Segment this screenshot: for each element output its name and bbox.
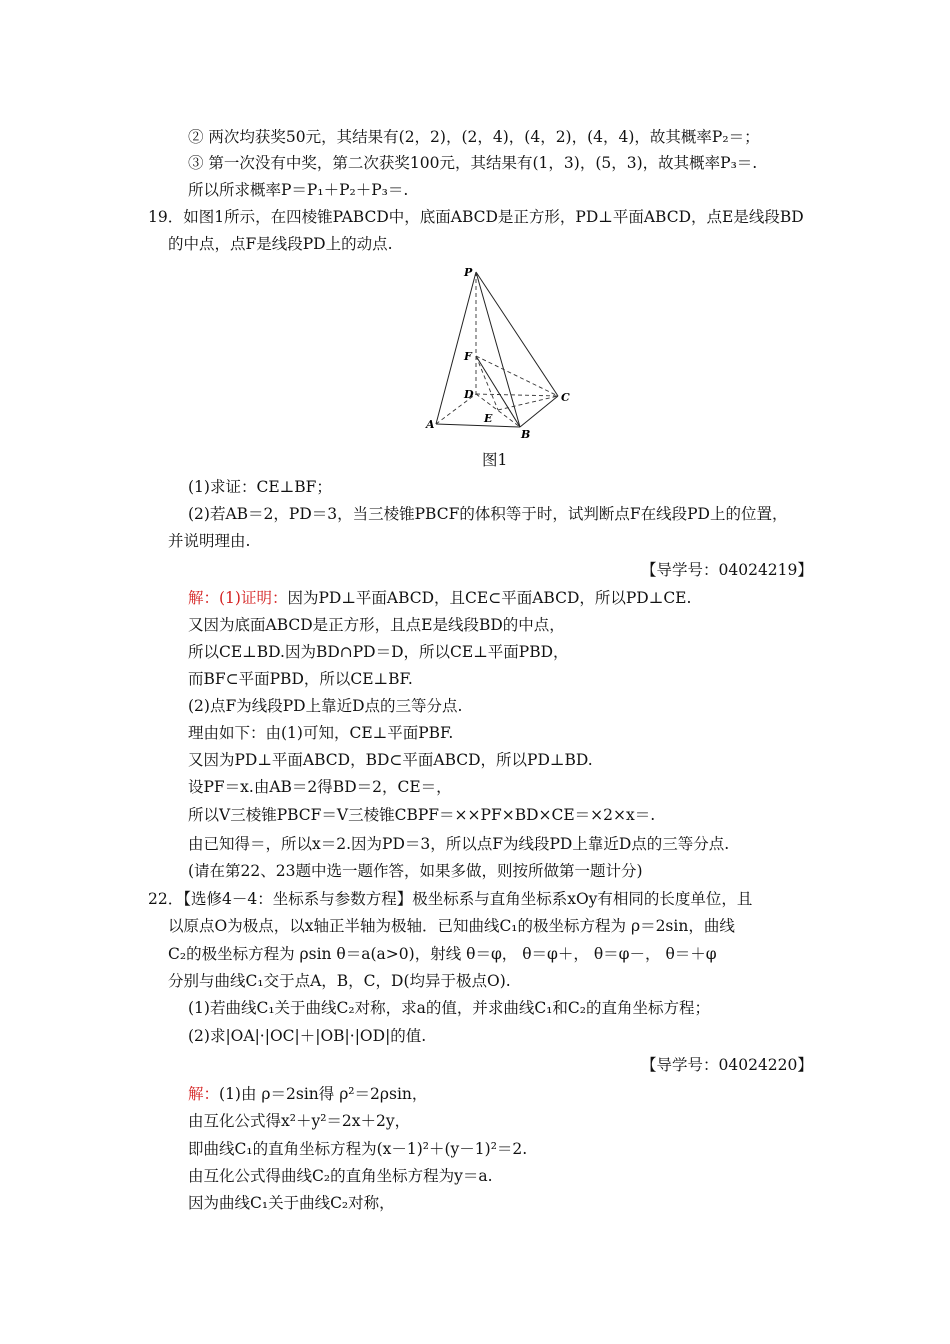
selection-note: (请在第22、23题中选一题作答，如果多做，则按所做第一题计分) — [188, 862, 643, 880]
solution-19-line3: 所以CE⊥BD.因为BD∩PD＝D，所以CE⊥平面PBD， — [188, 643, 569, 661]
label-A: A — [426, 418, 435, 431]
question-22-line1: 22．【选修4－4：坐标系与参数方程】极坐标系与直角坐标系xOy有相同的长度单位，且 — [148, 890, 753, 908]
question-22-part1: (1)若曲线C₁关于曲线C₂对称，求a的值，并求曲线C₁和C₂的直角坐标方程； — [188, 999, 710, 1017]
solution-19-line5: (2)点F为线段PD上靠近D点的三等分点. — [188, 697, 463, 715]
solution-label: 解：(1)证明： — [188, 589, 288, 607]
label-C: C — [561, 391, 570, 404]
question-22-line4: 分别与曲线C₁交于点A，B，C，D(均异于极点O). — [168, 972, 511, 990]
solution-22-line1 — [188, 1084, 427, 1104]
question-19-part1: (1)求证：CE⊥BF； — [188, 478, 332, 496]
solution-22-line4: 由互化公式得曲线C₂的直角坐标方程为y＝a. — [188, 1167, 493, 1185]
prob-line-3: ③ 第一次没有中奖，第二次获奖100元，其结果有(1，3)，(5，3)，故其概率P₃＝. — [188, 154, 758, 172]
solution-22-line5: 因为曲线C₁关于曲线C₂对称， — [188, 1194, 395, 1212]
question-19-part2-cont: 并说明理由. — [168, 532, 251, 550]
solution-19-line7: 又因为PD⊥平面ABCD，BD⊂平面ABCD，所以PD⊥BD. — [188, 751, 593, 769]
solution-text: 因为PD⊥平面ABCD，且CE⊂平面ABCD，所以PD⊥CE. — [287, 589, 692, 607]
pyramid-figure — [420, 262, 580, 442]
question-22-line3: C₂的极坐标方程为 ρsin θ＝a(a>0)，射线 θ＝φ， θ＝φ＋， θ＝φ－， θ＝＋φ — [168, 945, 717, 963]
question-19-line2: 的中点，点F是线段PD上的动点. — [168, 235, 393, 253]
edge-AB — [436, 424, 520, 427]
edge-DC-hidden — [476, 394, 558, 396]
question-19-line1: 19．如图1所示，在四棱锥PABCD中，底面ABCD是正方形，PD⊥平面ABCD，点E是线段BD — [148, 208, 804, 226]
edge-PB — [476, 272, 520, 427]
solution-22-text: (1)由 ρ＝2sin得 ρ²＝2ρsin， — [219, 1085, 428, 1103]
solution-22-line3: 即曲线C₁的直角坐标方程为(x－1)²＋(y－1)²＝2. — [188, 1140, 528, 1158]
question-19-part2: (2)若AB＝2，PD＝3，当三棱锥PBCF的体积等于时，试判断点F在线段PD上的位置， — [188, 505, 788, 523]
solution-19-line8: 设PF＝x.由AB＝2得BD＝2，CE＝， — [188, 778, 452, 796]
question-22-line2: 以原点O为极点，以x轴正半轴为极轴．已知曲线C₁的极坐标方程为 ρ＝2sin，曲线 — [168, 917, 735, 935]
edge-PC — [476, 272, 558, 396]
prob-line-2: ② 两次均获奖50元，其结果有(2，2)，(2，4)，(4，2)，(4，4)，故其概率P₂＝； — [188, 128, 760, 146]
label-B: B — [521, 428, 531, 441]
solution-22-line2: 由互化公式得x²＋y²＝2x＋2y， — [188, 1112, 411, 1130]
solution-19-line4: 而BF⊂平面PBD，所以CE⊥BF. — [188, 670, 413, 688]
solution-19-line2: 又因为底面ABCD是正方形，且点E是线段BD的中点， — [188, 616, 565, 634]
label-P: P — [464, 266, 473, 279]
solution-19-line1 — [188, 588, 691, 608]
edge-PA — [436, 272, 476, 424]
question-22-part2: (2)求|OA|·|OC|＋|OB|·|OD|的值. — [188, 1027, 427, 1045]
solution-22-label: 解： — [188, 1085, 220, 1103]
solution-19-line9: 所以V三棱锥PBCF＝V三棱锥CBPF＝××PF×BD×CE＝×2×x＝. — [188, 806, 656, 824]
label-D: D — [464, 388, 474, 401]
prob-total: 所以所求概率P＝P₁＋P₂＋P₃＝. — [188, 181, 409, 199]
solution-19-line10: 由已知得＝，所以x＝2.因为PD＝3，所以点F为线段PD上靠近D点的三等分点. — [188, 835, 730, 853]
label-F: F — [464, 350, 472, 363]
ref-number-19: 【导学号：04024219】 — [641, 561, 813, 579]
solution-19-line6: 理由如下：由(1)可知，CE⊥平面PBF. — [188, 724, 454, 742]
edge-FE-hidden — [476, 356, 498, 410]
ref-number-22: 【导学号：04024220】 — [641, 1056, 813, 1074]
figure-caption: 图1 — [482, 451, 508, 469]
label-E: E — [484, 412, 493, 425]
edge-DB-hidden — [476, 394, 520, 427]
